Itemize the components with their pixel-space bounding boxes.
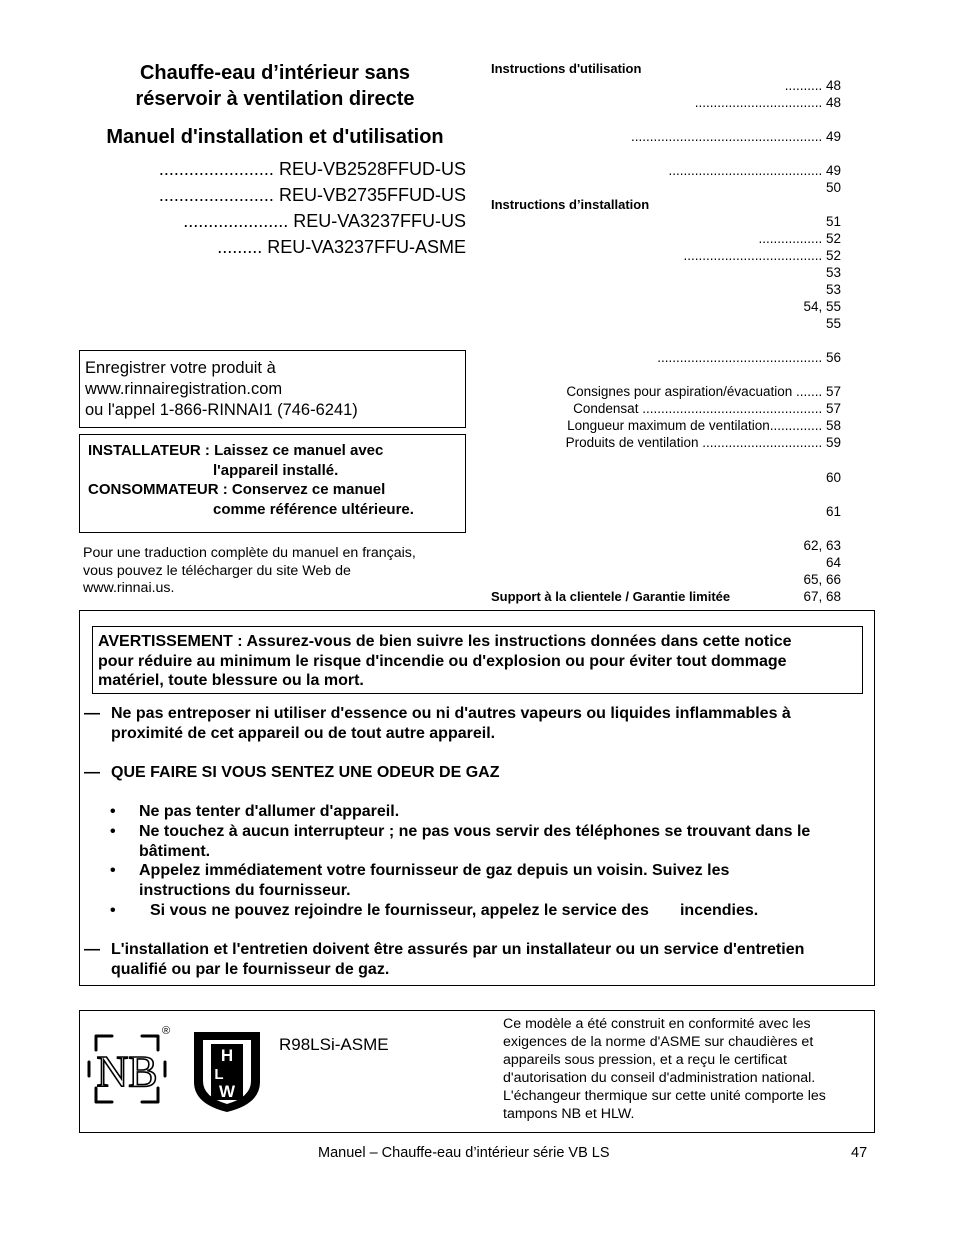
page-number: 47 bbox=[851, 1145, 868, 1161]
model-name: REU-VA3237FFU-US bbox=[293, 211, 466, 231]
compliance-line: exigences de la norme d'ASME sur chaudières et bbox=[503, 1034, 814, 1050]
gas-odor-step-text: Ne touchez à aucun interrupteur ; ne pas vous servir des téléphones se trouvant dans le bbox=[139, 823, 811, 840]
hlw-letter-w: W bbox=[218, 1082, 236, 1101]
gas-odor-step-text-cont: bâtiment. bbox=[139, 842, 211, 860]
warning-item-line-2: proximité de cet appareil ou de tout autre appareil. bbox=[111, 724, 496, 742]
warning-item-line-1: Ne pas entreposer ni utiliser d'essence ou ni d'autres vapeurs ou liquides inflammables à bbox=[111, 705, 791, 722]
gas-odor-step bbox=[110, 822, 870, 861]
gas-odor-step-text-cont: instructions du fournisseur. bbox=[139, 881, 351, 899]
register-line-1: Enregistrer votre produit à bbox=[85, 359, 276, 377]
toc-entry[interactable]: 53 bbox=[825, 282, 841, 297]
toc-vent-item[interactable]: Condensat ................................................ 57 bbox=[573, 401, 841, 416]
model-row bbox=[159, 185, 466, 206]
bullet-marker: • bbox=[110, 862, 116, 879]
consumer-notice: CONSOMMATEUR : Conservez ce manuel bbox=[88, 481, 386, 498]
toc-vent-item[interactable]: Consignes pour aspiration/évacuation ....... 57 bbox=[566, 384, 841, 399]
gas-odor-step-text: Si vous ne pouvez rejoindre le fournisseur, appelez le service des incendies. bbox=[150, 902, 759, 919]
toc-heading-support: Support à la clientele / Garantie limitée bbox=[491, 589, 731, 604]
compliance-line: d'autorisation du conseil d'administration national. bbox=[503, 1070, 816, 1086]
nb-stamp-icon bbox=[86, 1028, 168, 1110]
warning-title-line-1: AVERTISSEMENT : Assurez-vous de bien suivre les instructions données dans cette notice bbox=[98, 633, 792, 650]
gas-odor-step-text: Ne pas tenter d'allumer d'appareil. bbox=[139, 803, 400, 820]
gas-odor-step bbox=[110, 861, 870, 900]
installer-notice: INSTALLATEUR : Laissez ce manuel avec bbox=[88, 442, 384, 459]
toc-entry[interactable]: 67, 68 bbox=[803, 589, 841, 604]
installer-notice-cont: l'appareil installé. bbox=[213, 462, 339, 479]
footer-title: Manuel – Chauffe-eau d’intérieur série VB LS bbox=[318, 1145, 610, 1161]
hlw-stamp-icon bbox=[186, 1028, 268, 1114]
toc-entry[interactable]: 61 bbox=[825, 504, 841, 519]
toc-entry[interactable]: 65, 66 bbox=[803, 572, 841, 587]
toc-entry[interactable]: ................. 52 bbox=[758, 231, 841, 246]
translation-line-1: Pour une traduction complète du manuel en français, bbox=[83, 545, 416, 561]
toc-entry[interactable]: 50 bbox=[825, 180, 841, 195]
warning-item-gas-odor bbox=[84, 763, 864, 783]
toc-entry[interactable]: 60 bbox=[825, 470, 841, 485]
title-line-1: Chauffe-eau d’intérieur sans bbox=[139, 62, 411, 84]
translation-line-2: vous pouvez le télécharger du site Web de bbox=[83, 562, 351, 579]
dash-marker: — bbox=[84, 764, 100, 781]
warning-item-storage bbox=[84, 704, 864, 743]
consumer-notice-cont: comme référence ultérieure. bbox=[213, 501, 414, 518]
warning-item-heading: QUE FAIRE SI VOUS SENTEZ UNE ODEUR DE GAZ bbox=[111, 764, 500, 781]
toc-entry[interactable]: 53 bbox=[825, 265, 841, 280]
nb-logo-text: NB bbox=[96, 1047, 158, 1096]
stamp-code: R98LSi-ASME bbox=[279, 1035, 389, 1054]
translation-link[interactable]: www.rinnai.us. bbox=[83, 580, 175, 596]
toc-entry[interactable]: ......................................... 49 bbox=[668, 163, 841, 178]
toc-entry[interactable]: .......... 48 bbox=[784, 78, 841, 93]
toc-heading-install: Instructions d’installation bbox=[491, 197, 650, 212]
registered-mark: ® bbox=[162, 1025, 171, 1037]
model-name: REU-VA3237FFU-ASME bbox=[267, 237, 466, 257]
register-box bbox=[79, 350, 466, 428]
compliance-line: appareils sous pression, et a reçu le certificat bbox=[503, 1052, 787, 1068]
dash-marker: — bbox=[84, 941, 100, 958]
title-line-2: réservoir à ventilation directe bbox=[135, 88, 415, 110]
toc-entry[interactable]: 55 bbox=[825, 316, 841, 331]
hlw-letter-h: H bbox=[220, 1046, 234, 1065]
model-row bbox=[183, 211, 466, 232]
installer-box bbox=[79, 434, 466, 533]
asme-compliance-text bbox=[503, 1015, 826, 1123]
register-link[interactable]: www.rinnairegistration.com bbox=[85, 380, 283, 398]
warning-title-line-3: matériel, toute blessure ou la mort. bbox=[98, 672, 364, 689]
toc-entry[interactable]: 62, 63 bbox=[803, 538, 841, 553]
model-name: REU-VB2735FFUD-US bbox=[278, 185, 466, 205]
model-name: REU-VB2528FFUD-US bbox=[278, 159, 466, 179]
manual-title: Manuel d'installation et d'utilisation bbox=[106, 126, 444, 148]
model-row bbox=[217, 237, 466, 258]
model-leader: ......... bbox=[217, 237, 263, 257]
dash-marker: — bbox=[84, 705, 100, 722]
register-phone: ou l'appel 1-866-RINNAI1 (746-6241) bbox=[85, 401, 358, 419]
toc-entry[interactable]: ................................................... 49 bbox=[630, 129, 841, 144]
model-row bbox=[159, 159, 466, 180]
warning-item-installation bbox=[84, 940, 864, 979]
toc-heading-usage: Instructions d'utilisation bbox=[491, 61, 642, 76]
model-leader: ..................... bbox=[183, 211, 289, 231]
gas-odor-step bbox=[110, 901, 870, 921]
toc-entry[interactable]: 54, 55 bbox=[803, 299, 841, 314]
warning-title-box bbox=[92, 626, 863, 694]
toc-vent-item[interactable]: Longueur maximum de ventilation.............. 58 bbox=[567, 418, 841, 433]
toc-entry[interactable]: 64 bbox=[825, 555, 841, 570]
certification-box bbox=[79, 1010, 875, 1133]
warning-item-line-1: L'installation et l'entretien doivent être assurés par un installateur ou un service d'entretien bbox=[111, 941, 805, 958]
bullet-marker: • bbox=[110, 803, 116, 820]
toc-entry[interactable]: 51 bbox=[825, 214, 841, 229]
hlw-letter-l: L bbox=[214, 1066, 224, 1083]
gas-odor-step-text: Appelez immédiatement votre fournisseur de gaz depuis un voisin. Suivez les bbox=[139, 862, 730, 879]
bullet-marker: • bbox=[110, 902, 116, 919]
toc-entry[interactable]: ............................................ 56 bbox=[657, 350, 841, 365]
model-leader: ....................... bbox=[158, 159, 274, 179]
compliance-line: Ce modèle a été construit en conformité avec les bbox=[503, 1016, 811, 1032]
compliance-line: L'échangeur thermique sur cette unité comporte les bbox=[503, 1088, 826, 1104]
compliance-line: tampons NB et HLW. bbox=[503, 1106, 635, 1122]
warning-title-line-2: pour réduire au minimum le risque d'incendie ou d'explosion ou pour éviter tout dommage bbox=[98, 652, 787, 670]
warning-box bbox=[79, 610, 875, 986]
toc-vent-item[interactable]: Produits de ventilation ................................ 59 bbox=[565, 435, 841, 450]
gas-odor-step bbox=[110, 802, 870, 822]
toc-entry[interactable]: ..................................... 52 bbox=[683, 248, 841, 263]
bullet-marker: • bbox=[110, 823, 116, 840]
warning-item-line-2: qualifié ou par le fournisseur de gaz. bbox=[111, 960, 390, 978]
translation-note bbox=[83, 545, 416, 598]
model-leader: ....................... bbox=[158, 185, 274, 205]
toc-entry[interactable]: .................................. 48 bbox=[694, 95, 841, 110]
